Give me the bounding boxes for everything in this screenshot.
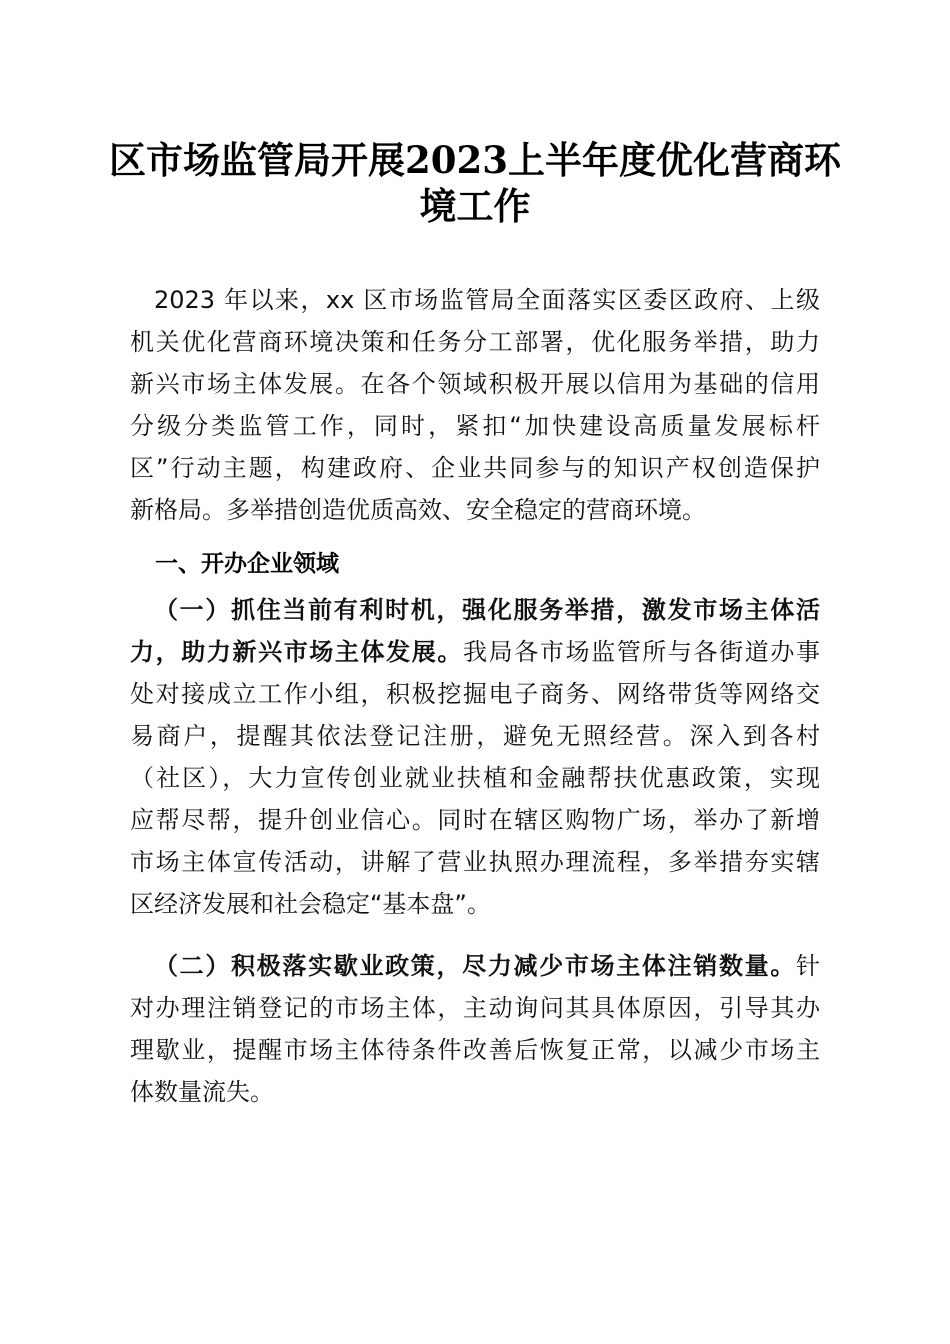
subsection-1-lead-line [154, 592, 820, 628]
subsection-1-line [130, 634, 820, 670]
document-title-line-1: 区市场监管局开展2023上半年度优化营商环 [109, 138, 841, 182]
subsection-1-line: 易商户，提醒其依法登记注册，避免无照经营。深入到各村 [130, 722, 820, 750]
intro-paragraph-line: 分级分类监管工作，同时，紧扣“加快建设高质量发展标杆 [130, 412, 820, 440]
subsection-1-line: 市场主体宣传活动，讲解了营业执照办理流程，多举措夯实辖 [130, 848, 820, 876]
subsection-2-line: 对办理注销登记的市场主体，主动询问其具体原因，引导其办 [130, 994, 820, 1022]
subsection-1-lead-bold-cont: 力，助力新兴市场主体发展。 [130, 638, 463, 666]
subsection-2-lead-bold: （二）积极落实歇业政策，尽力减少市场主体注销数量。 [154, 952, 796, 980]
subsection-2-line: 体数量流失。 [130, 1078, 274, 1106]
subsection-1-line: （社区），大力宣传创业就业扶植和金融帮扶优惠政策，实现 [130, 764, 820, 792]
subsection-1-line: 应帮尽帮，提升创业信心。同时在辖区购物广场，举办了新增 [130, 806, 820, 834]
subsection-2-text: 针 [796, 952, 820, 980]
section-heading: 一、开办企业领域 [155, 551, 339, 577]
subsection-1-lead-bold: （一）抓住当前有利时机，强化服务举措，激发市场主体活 [154, 596, 820, 624]
subsection-1-text: 我局各市场监管所与各街道办事 [463, 638, 820, 666]
subsection-1-line: 处对接成立工作小组，积极挖掘电子商务、网络带货等网络交 [130, 680, 820, 708]
intro-paragraph-line: 区”行动主题，构建政府、企业共同参与的知识产权创造保护 [130, 454, 820, 482]
subsection-2-line: 理歇业，提醒市场主体待条件改善后恢复正常，以减少市场主 [130, 1036, 820, 1064]
intro-paragraph-line: 新格局。多举措创造优质高效、安全稳定的营商环境。 [130, 496, 706, 524]
intro-paragraph-line: 新兴市场主体发展。在各个领域积极开展以信用为基础的信用 [130, 370, 820, 398]
intro-paragraph-line: 2023 年以来，xx 区市场监管局全面落实区委区政府、上级 [154, 286, 820, 314]
subsection-1-line: 区经济发展和社会稳定“基本盘”。 [130, 890, 491, 918]
subsection-2-lead-line [154, 948, 820, 984]
intro-paragraph-line: 机关优化营商环境决策和任务分工部署，优化服务举措，助力 [130, 328, 820, 356]
document-title-line-2: 境工作 [419, 184, 531, 228]
